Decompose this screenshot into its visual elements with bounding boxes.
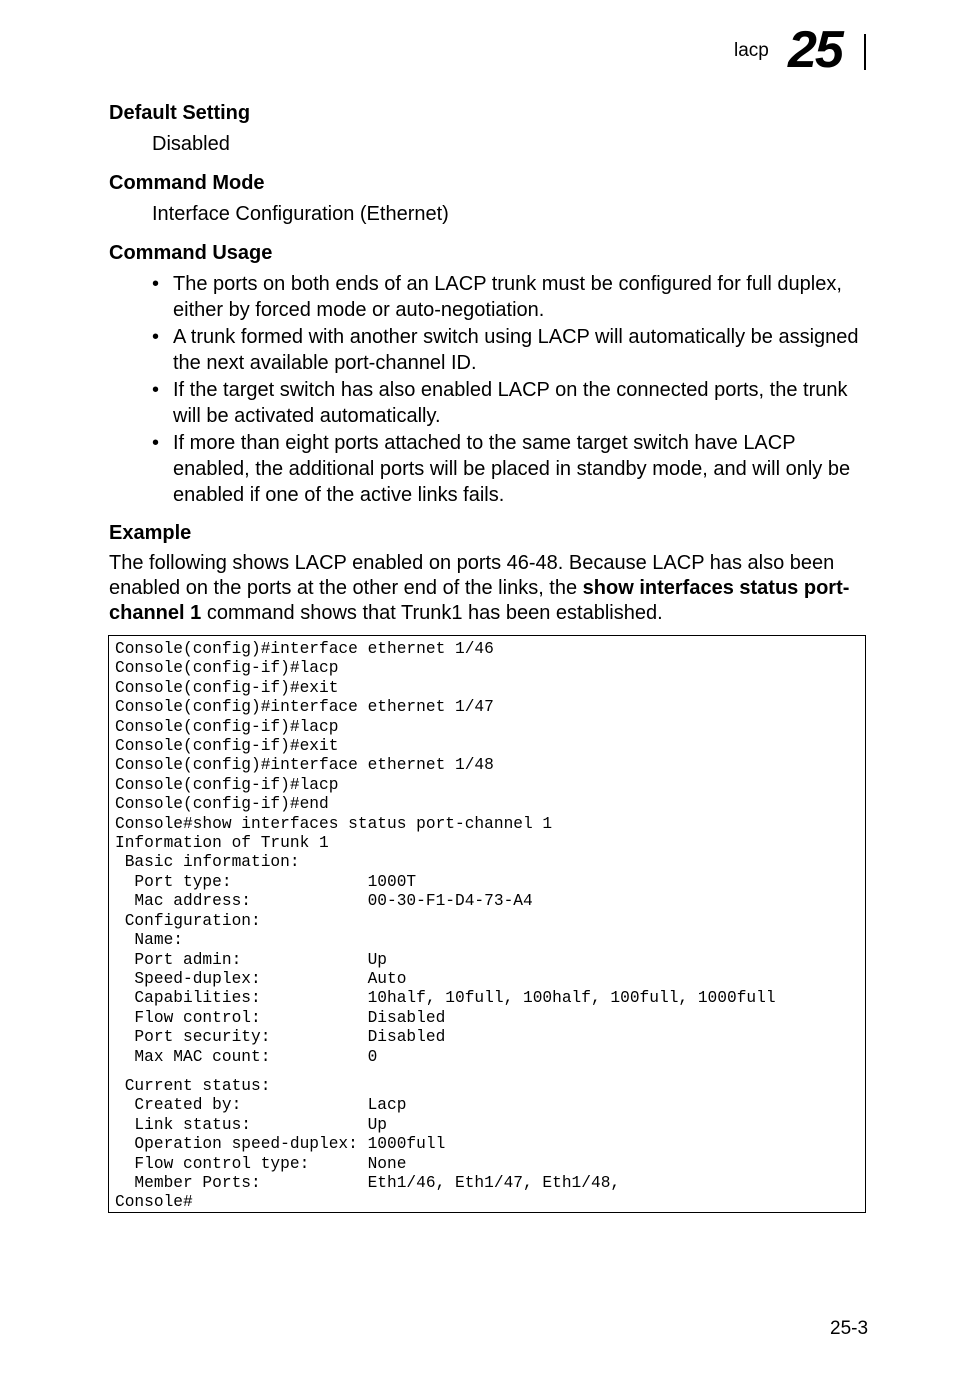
command-usage-heading: Command Usage — [109, 242, 273, 264]
code-line: Port security: Disabled — [115, 1028, 446, 1047]
list-item — [152, 377, 872, 429]
command-usage-list — [152, 271, 872, 509]
list-item — [152, 430, 872, 508]
code-line: Max MAC count: 0 — [115, 1047, 378, 1066]
code-line: Created by: Lacp — [115, 1096, 407, 1115]
list-item — [152, 324, 872, 376]
default-setting-heading: Default Setting — [109, 102, 251, 124]
default-setting-value: Disabled — [152, 133, 230, 155]
code-line: Console(config)#interface ethernet 1/46 — [115, 640, 494, 658]
list-item-text: If the target switch has also enabled LACP on the connected ports, the trunk will be activated automatically. — [173, 379, 848, 427]
page-number: 25-3 — [830, 1318, 869, 1339]
code-line: Mac address: 00-30-F1-D4-73-A4 — [115, 892, 533, 911]
code-line: Port type: 1000T — [115, 872, 417, 891]
chapter-divider — [864, 34, 866, 70]
code-line: Configuration: — [115, 911, 261, 930]
bullet-icon: • — [152, 379, 160, 401]
code-line: Console(config-if)#lacp — [115, 775, 339, 794]
code-line: Speed-duplex: Auto — [115, 969, 407, 988]
list-item — [152, 271, 872, 323]
example-heading: Example — [109, 522, 192, 544]
bullet-icon: • — [152, 273, 160, 295]
example-intro-text-end: command shows that Trunk1 has been established. — [201, 602, 663, 624]
code-line: Console# — [115, 1193, 193, 1212]
code-line: Console(config-if)#lacp — [115, 659, 339, 678]
code-line: Name: — [115, 931, 183, 950]
code-line: Console(config-if)#exit — [115, 678, 339, 697]
example-command-name: show interfaces status port-channel 1 — [109, 577, 850, 624]
chapter-number: 25 — [788, 21, 842, 79]
bullet-icon: • — [152, 432, 160, 454]
running-header-section: lacp — [734, 40, 769, 61]
code-line: Console(config-if)#end — [115, 795, 329, 814]
list-item-text: The ports on both ends of an LACP trunk must be configured for full duplex, either by forced mode or auto-negotiation. — [173, 273, 842, 321]
code-line: Port admin: Up — [115, 950, 387, 969]
code-line: Current status: — [115, 1076, 271, 1095]
example-intro — [109, 551, 869, 626]
code-line: Console(config)#interface ethernet 1/47 — [115, 698, 494, 717]
command-mode-heading: Command Mode — [109, 172, 265, 194]
list-item-text: A trunk formed with another switch using LACP will automatically be assigned the next available port-channel ID. — [173, 326, 859, 374]
bullet-icon: • — [152, 326, 160, 348]
code-line: Console(config-if)#exit — [115, 737, 339, 756]
code-line: Information of Trunk 1 — [115, 834, 329, 853]
code-line: Link status: Up — [115, 1115, 387, 1134]
code-line: Console(config-if)#lacp — [115, 717, 339, 736]
code-line: Flow control: Disabled — [115, 1008, 446, 1027]
code-line: Operation speed-duplex: 1000full — [115, 1135, 446, 1154]
example-intro-text: The following shows LACP enabled on ports 46-48. Because LACP has also been enabled on the ports at the other end of the links, the — [109, 552, 835, 599]
list-item-text: If more than eight ports attached to the same target switch have LACP enabled, the additional ports will be placed in standby mode, and will only be enabled if one of the active links fails. — [173, 432, 851, 506]
code-example-box — [108, 635, 866, 1213]
command-mode-value: Interface Configuration (Ethernet) — [152, 203, 449, 225]
code-block — [115, 640, 776, 1213]
code-line: Flow control type: None — [115, 1154, 407, 1173]
code-line: Console(config)#interface ethernet 1/48 — [115, 756, 494, 775]
code-line: Console#show interfaces status port-channel 1 — [115, 814, 553, 833]
code-spacer — [115, 1067, 776, 1077]
code-line: Capabilities: 10half, 10full, 100half, 100full, 1000full — [115, 989, 776, 1008]
code-line: Member Ports: Eth1/46, Eth1/47, Eth1/48, — [115, 1173, 621, 1192]
code-line: Basic information: — [115, 853, 300, 872]
